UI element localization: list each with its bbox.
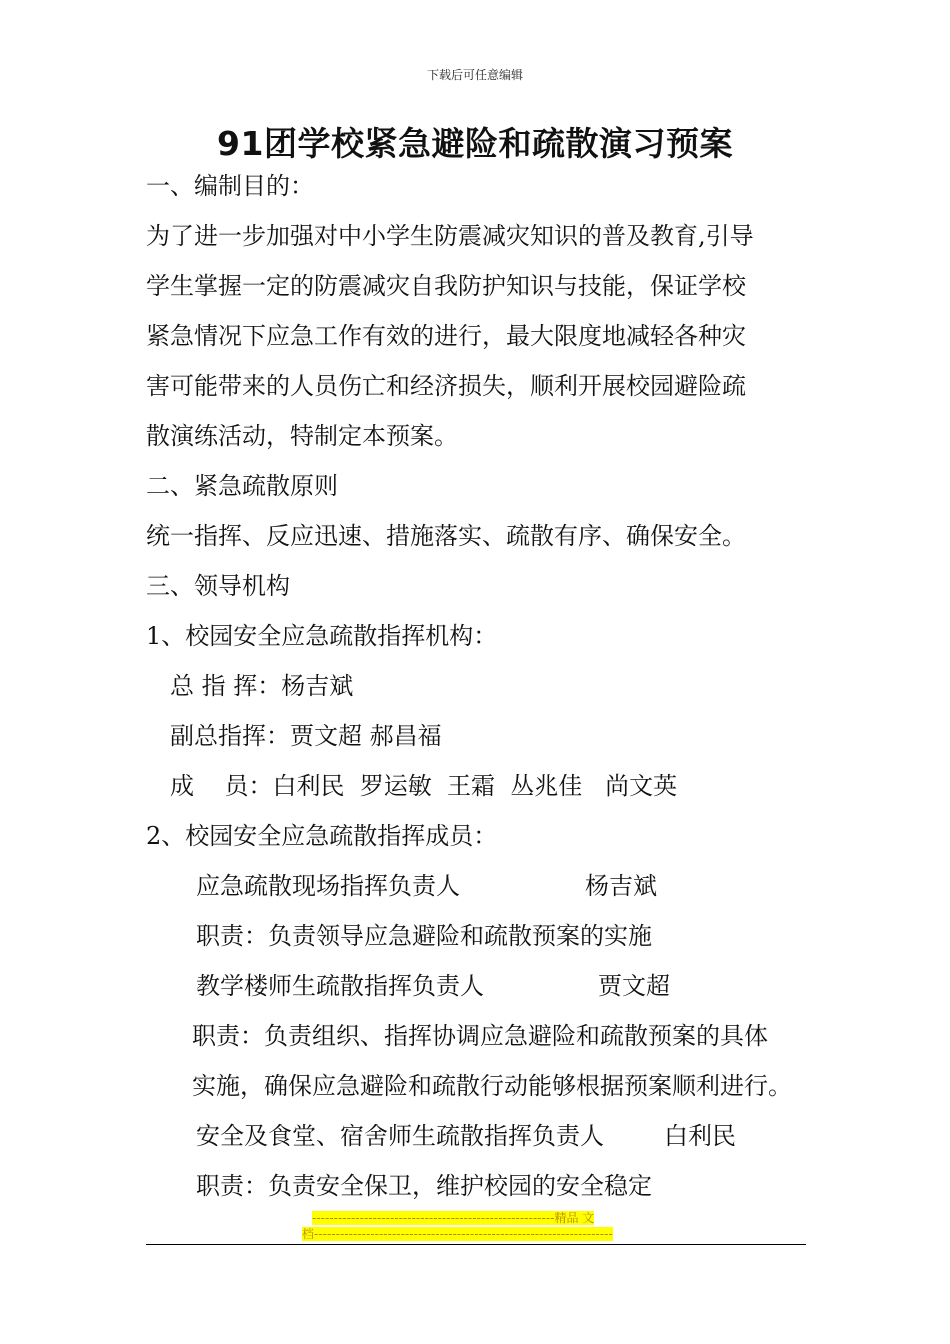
- role-title: 安全及食堂、宿舍师生疏散指挥负责人: [196, 1122, 604, 1150]
- section-3-subheading-2: 2、校园安全应急疏散指挥成员：: [146, 822, 498, 850]
- section-3-subheading-1: 1、校园安全应急疏散指挥机构：: [146, 622, 498, 650]
- role-person-name: 白利民: [664, 1122, 736, 1150]
- section-1-paragraph-line: 为了进一步加强对中小学生防震减灾知识的普及教育,引导: [146, 222, 754, 250]
- footer-watermark-line-1: --------------------------------------------------------精品 文: [312, 1211, 595, 1225]
- document-title: 91团学校紧急避险和疏散演习预案: [217, 124, 733, 163]
- role-duty: 职责：负责安全保卫，维护校园的安全稳定: [196, 1172, 652, 1200]
- role-duty: 实施，确保应急避险和疏散行动能够根据预案顺利进行。: [192, 1072, 792, 1100]
- footer-watermark-line-2: 档---------------------------------------------------------------------: [302, 1227, 613, 1241]
- role-duty: 职责：负责领导应急避险和疏散预案的实施: [196, 922, 652, 950]
- header-note: 下载后可任意编辑: [426, 68, 523, 82]
- members-line: 成 员：白利民 罗运敏 王霜 丛兆佳 尚文英: [170, 772, 678, 800]
- footer-rule: [146, 1244, 806, 1245]
- section-3-heading: 三、领导机构: [146, 572, 290, 600]
- role-person-name: 杨吉斌: [585, 872, 657, 900]
- section-1-paragraph-line: 学生掌握一定的防震减灾自我防护知识与技能，保证学校: [146, 272, 746, 300]
- section-1-paragraph-line: 散演练活动，特制定本预案。: [146, 422, 458, 450]
- section-2-paragraph: 统一指挥、反应迅速、措施落实、疏散有序、确保安全。: [146, 522, 746, 550]
- role-person-name: 贾文超: [598, 972, 670, 1000]
- section-1-heading: 一、编制目的：: [146, 172, 314, 200]
- section-1-paragraph-line: 害可能带来的人员伤亡和经济损失，顺利开展校园避险疏: [146, 372, 746, 400]
- role-duty: 职责：负责组织、指挥协调应急避险和疏散预案的具体: [192, 1022, 768, 1050]
- deputy-commander-line: 副总指挥：贾文超 郝昌福: [170, 722, 442, 750]
- commander-line: 总 指 挥：杨吉斌: [170, 672, 354, 700]
- role-title: 教学楼师生疏散指挥负责人: [196, 972, 484, 1000]
- role-title: 应急疏散现场指挥负责人: [196, 872, 460, 900]
- section-2-heading: 二、紧急疏散原则: [146, 472, 338, 500]
- section-1-paragraph-line: 紧急情况下应急工作有效的进行，最大限度地减轻各种灾: [146, 322, 746, 350]
